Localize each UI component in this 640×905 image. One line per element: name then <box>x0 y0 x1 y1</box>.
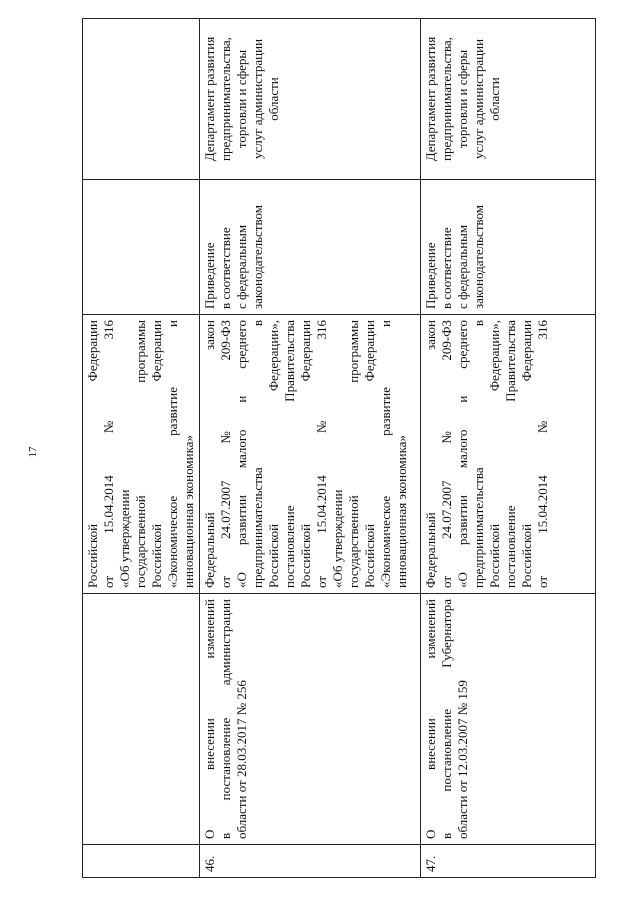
basis-line: от 15.04.2014 № 316 <box>101 320 116 588</box>
basis-line: «Экономическое развитие и <box>165 320 180 588</box>
responsible-line: услуг администрации <box>250 38 265 160</box>
page-number: 17 <box>27 446 39 458</box>
basis-line: предпринимательства в <box>471 320 486 588</box>
basis-line: инновационная экономика» <box>394 435 409 588</box>
basis-line: Российской Федерации», <box>487 320 502 588</box>
table-row-47 <box>421 19 596 878</box>
reason-line: Приведение <box>202 242 217 309</box>
reason-line: в соответствие <box>439 227 454 309</box>
title-line: О внесении изменений <box>202 599 217 839</box>
responsible-line: торговли и сферы <box>455 49 470 149</box>
title-cell <box>200 594 421 845</box>
reason-line: в соответствие <box>218 227 233 309</box>
responsible-line: предпринимательства, <box>218 37 233 161</box>
basis-line: Российской Федерации <box>362 320 377 588</box>
basis-line: Российской Федерации <box>298 320 313 588</box>
title-line: в постановление администрации <box>218 599 233 839</box>
title-cell <box>83 594 200 845</box>
basis-line: «О развитии малого и среднего <box>455 320 470 588</box>
reason-line: законодательством <box>471 204 486 309</box>
table-row-continued <box>83 19 200 878</box>
responsible-line: Департамент развития <box>423 36 438 162</box>
row-number-cell: 47. <box>421 845 596 878</box>
reason-cell <box>200 180 421 315</box>
responsible-line: области <box>266 77 281 121</box>
title-line: в постановление Губернатора <box>439 599 454 839</box>
basis-line: «Об утверждении <box>330 489 345 588</box>
responsible-cell <box>421 19 596 180</box>
row-number-cell: 46. <box>200 845 421 878</box>
basis-cell <box>421 315 596 594</box>
responsible-line: услуг администрации <box>471 38 486 160</box>
reason-line: законодательством <box>250 204 265 309</box>
responsible-cell <box>83 19 200 180</box>
basis-line: Российской Федерации <box>85 320 100 588</box>
basis-line: «Экономическое развитие и <box>378 320 393 588</box>
responsible-line: предпринимательства, <box>439 37 454 161</box>
table-row-46 <box>200 19 421 878</box>
basis-line: от 24.07.2007 № 209-ФЗ <box>218 320 233 588</box>
basis-line: от 15.04.2014 № 316 <box>314 320 329 588</box>
title-cell <box>421 594 596 845</box>
reason-cell <box>83 180 200 315</box>
title-line: области от 28.03.2017 № 256 <box>234 680 249 839</box>
rotated-page-content <box>82 36 570 878</box>
basis-line: Российской Федерации <box>519 320 534 588</box>
responsible-line: торговли и сферы <box>234 49 249 149</box>
basis-line: Федеральный закон <box>423 320 438 588</box>
basis-line: от 24.07.2007 № 209-ФЗ <box>439 320 454 588</box>
measures-table <box>82 18 596 878</box>
reason-line: с федеральным <box>234 224 249 309</box>
basis-line: «О развитии малого и среднего <box>234 320 249 588</box>
reason-line: Приведение <box>423 242 438 309</box>
reason-line: с федеральным <box>455 224 470 309</box>
basis-line: постановление Правительства <box>282 320 297 588</box>
basis-line: постановление Правительства <box>503 320 518 588</box>
basis-line: «Об утверждении <box>117 489 132 588</box>
responsible-line: области <box>487 77 502 121</box>
basis-line: государственной программы <box>133 320 148 588</box>
responsible-cell <box>200 19 421 180</box>
row-number-cell <box>83 845 200 878</box>
title-line: О внесении изменений <box>423 599 438 839</box>
basis-line: Федеральный закон <box>202 320 217 588</box>
basis-line: Российской Федерации», <box>266 320 281 588</box>
responsible-line: Департамент развития <box>202 36 217 162</box>
basis-line: Российской Федерации <box>149 320 164 588</box>
basis-line: предпринимательства в <box>250 320 265 588</box>
reason-cell <box>421 180 596 315</box>
basis-line: от 15.04.2014 № 316 <box>535 320 550 588</box>
basis-cell <box>83 315 200 594</box>
basis-cell <box>200 315 421 594</box>
basis-line: инновационная экономика» <box>181 435 196 588</box>
title-line: области от 12.03.2007 № 159 <box>455 680 470 839</box>
basis-line: государственной программы <box>346 320 361 588</box>
